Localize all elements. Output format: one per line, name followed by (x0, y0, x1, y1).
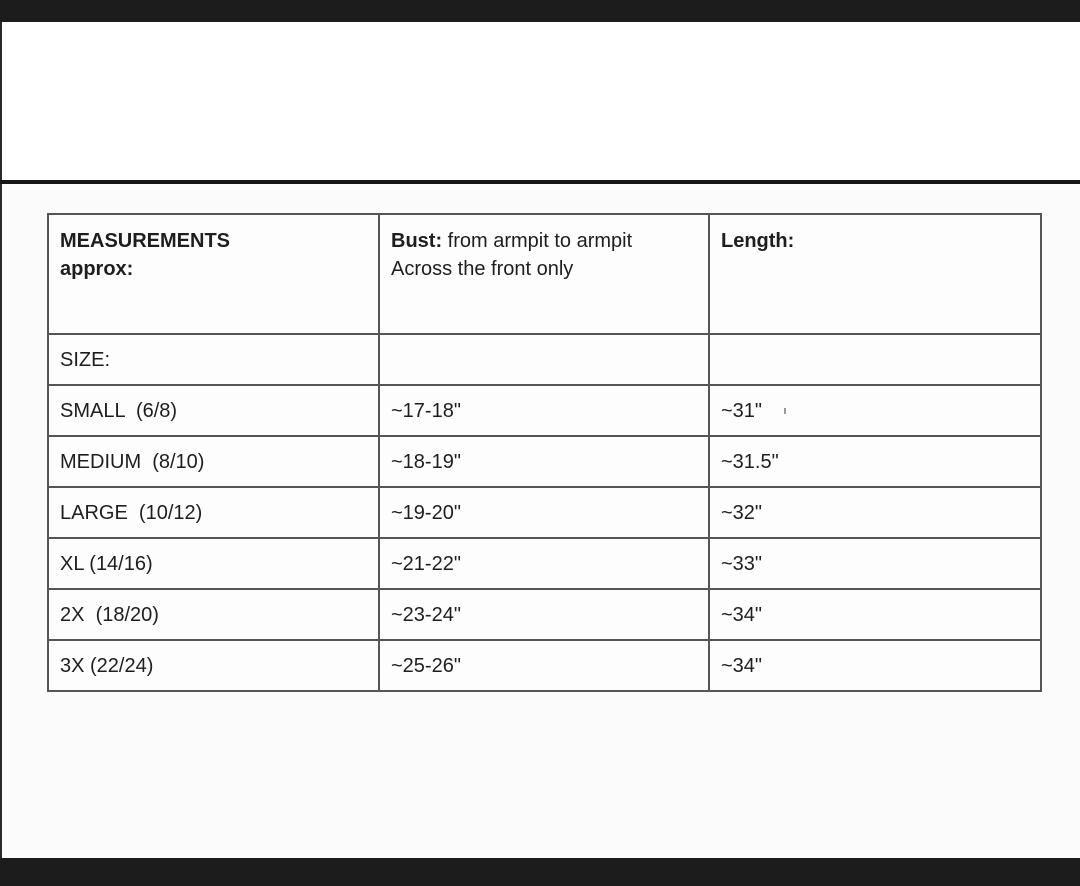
bust-cell: ~18-19" (379, 436, 709, 487)
table-row (48, 385, 1041, 436)
length-cell: ~31.5" (709, 436, 1041, 487)
header-length-cell (709, 214, 1041, 334)
header-bust-description: from armpit to armpit (442, 230, 633, 252)
header-approx-label: approx: (60, 258, 134, 280)
length-cell: ~34" (709, 640, 1041, 691)
bust-cell: ~19-20" (379, 487, 709, 538)
empty-cell (379, 334, 709, 385)
table-header-row (48, 214, 1041, 334)
table-row (48, 538, 1041, 589)
bust-cell: ~23-24" (379, 589, 709, 640)
size-label-row (48, 334, 1041, 385)
size-cell: 3X (22/24) (48, 640, 379, 691)
size-chart-table (47, 213, 1042, 692)
size-label-cell: SIZE: (48, 334, 379, 385)
size-cell: LARGE (10/12) (48, 487, 379, 538)
header-length-label: Length: (721, 230, 795, 252)
length-cell: ~32" (709, 487, 1041, 538)
bottom-black-bar (0, 858, 1080, 886)
length-value: ~31" (721, 399, 763, 422)
header-bust-cell (379, 214, 709, 334)
table-row (48, 640, 1041, 691)
size-cell: SMALL (6/8) (48, 385, 379, 436)
table-row (48, 589, 1041, 640)
size-cell: XL (14/16) (48, 538, 379, 589)
bust-cell: ~25-26" (379, 640, 709, 691)
stray-mark (784, 408, 786, 414)
empty-cell (709, 334, 1041, 385)
length-cell: ~33" (709, 538, 1041, 589)
size-cell: 2X (18/20) (48, 589, 379, 640)
header-measurements-title: MEASUREMENTS (60, 230, 231, 252)
size-cell: MEDIUM (8/10) (48, 436, 379, 487)
table-row (48, 436, 1041, 487)
header-bust-note: Across the front only (391, 258, 574, 280)
bust-cell: ~17-18" (379, 385, 709, 436)
length-cell: ~34" (709, 589, 1041, 640)
header-bust-label: Bust: (391, 230, 443, 252)
top-black-bar (0, 0, 1080, 22)
table-row (48, 487, 1041, 538)
bust-cell: ~21-22" (379, 538, 709, 589)
length-cell (709, 385, 1041, 436)
header-measurements-cell (48, 214, 379, 334)
